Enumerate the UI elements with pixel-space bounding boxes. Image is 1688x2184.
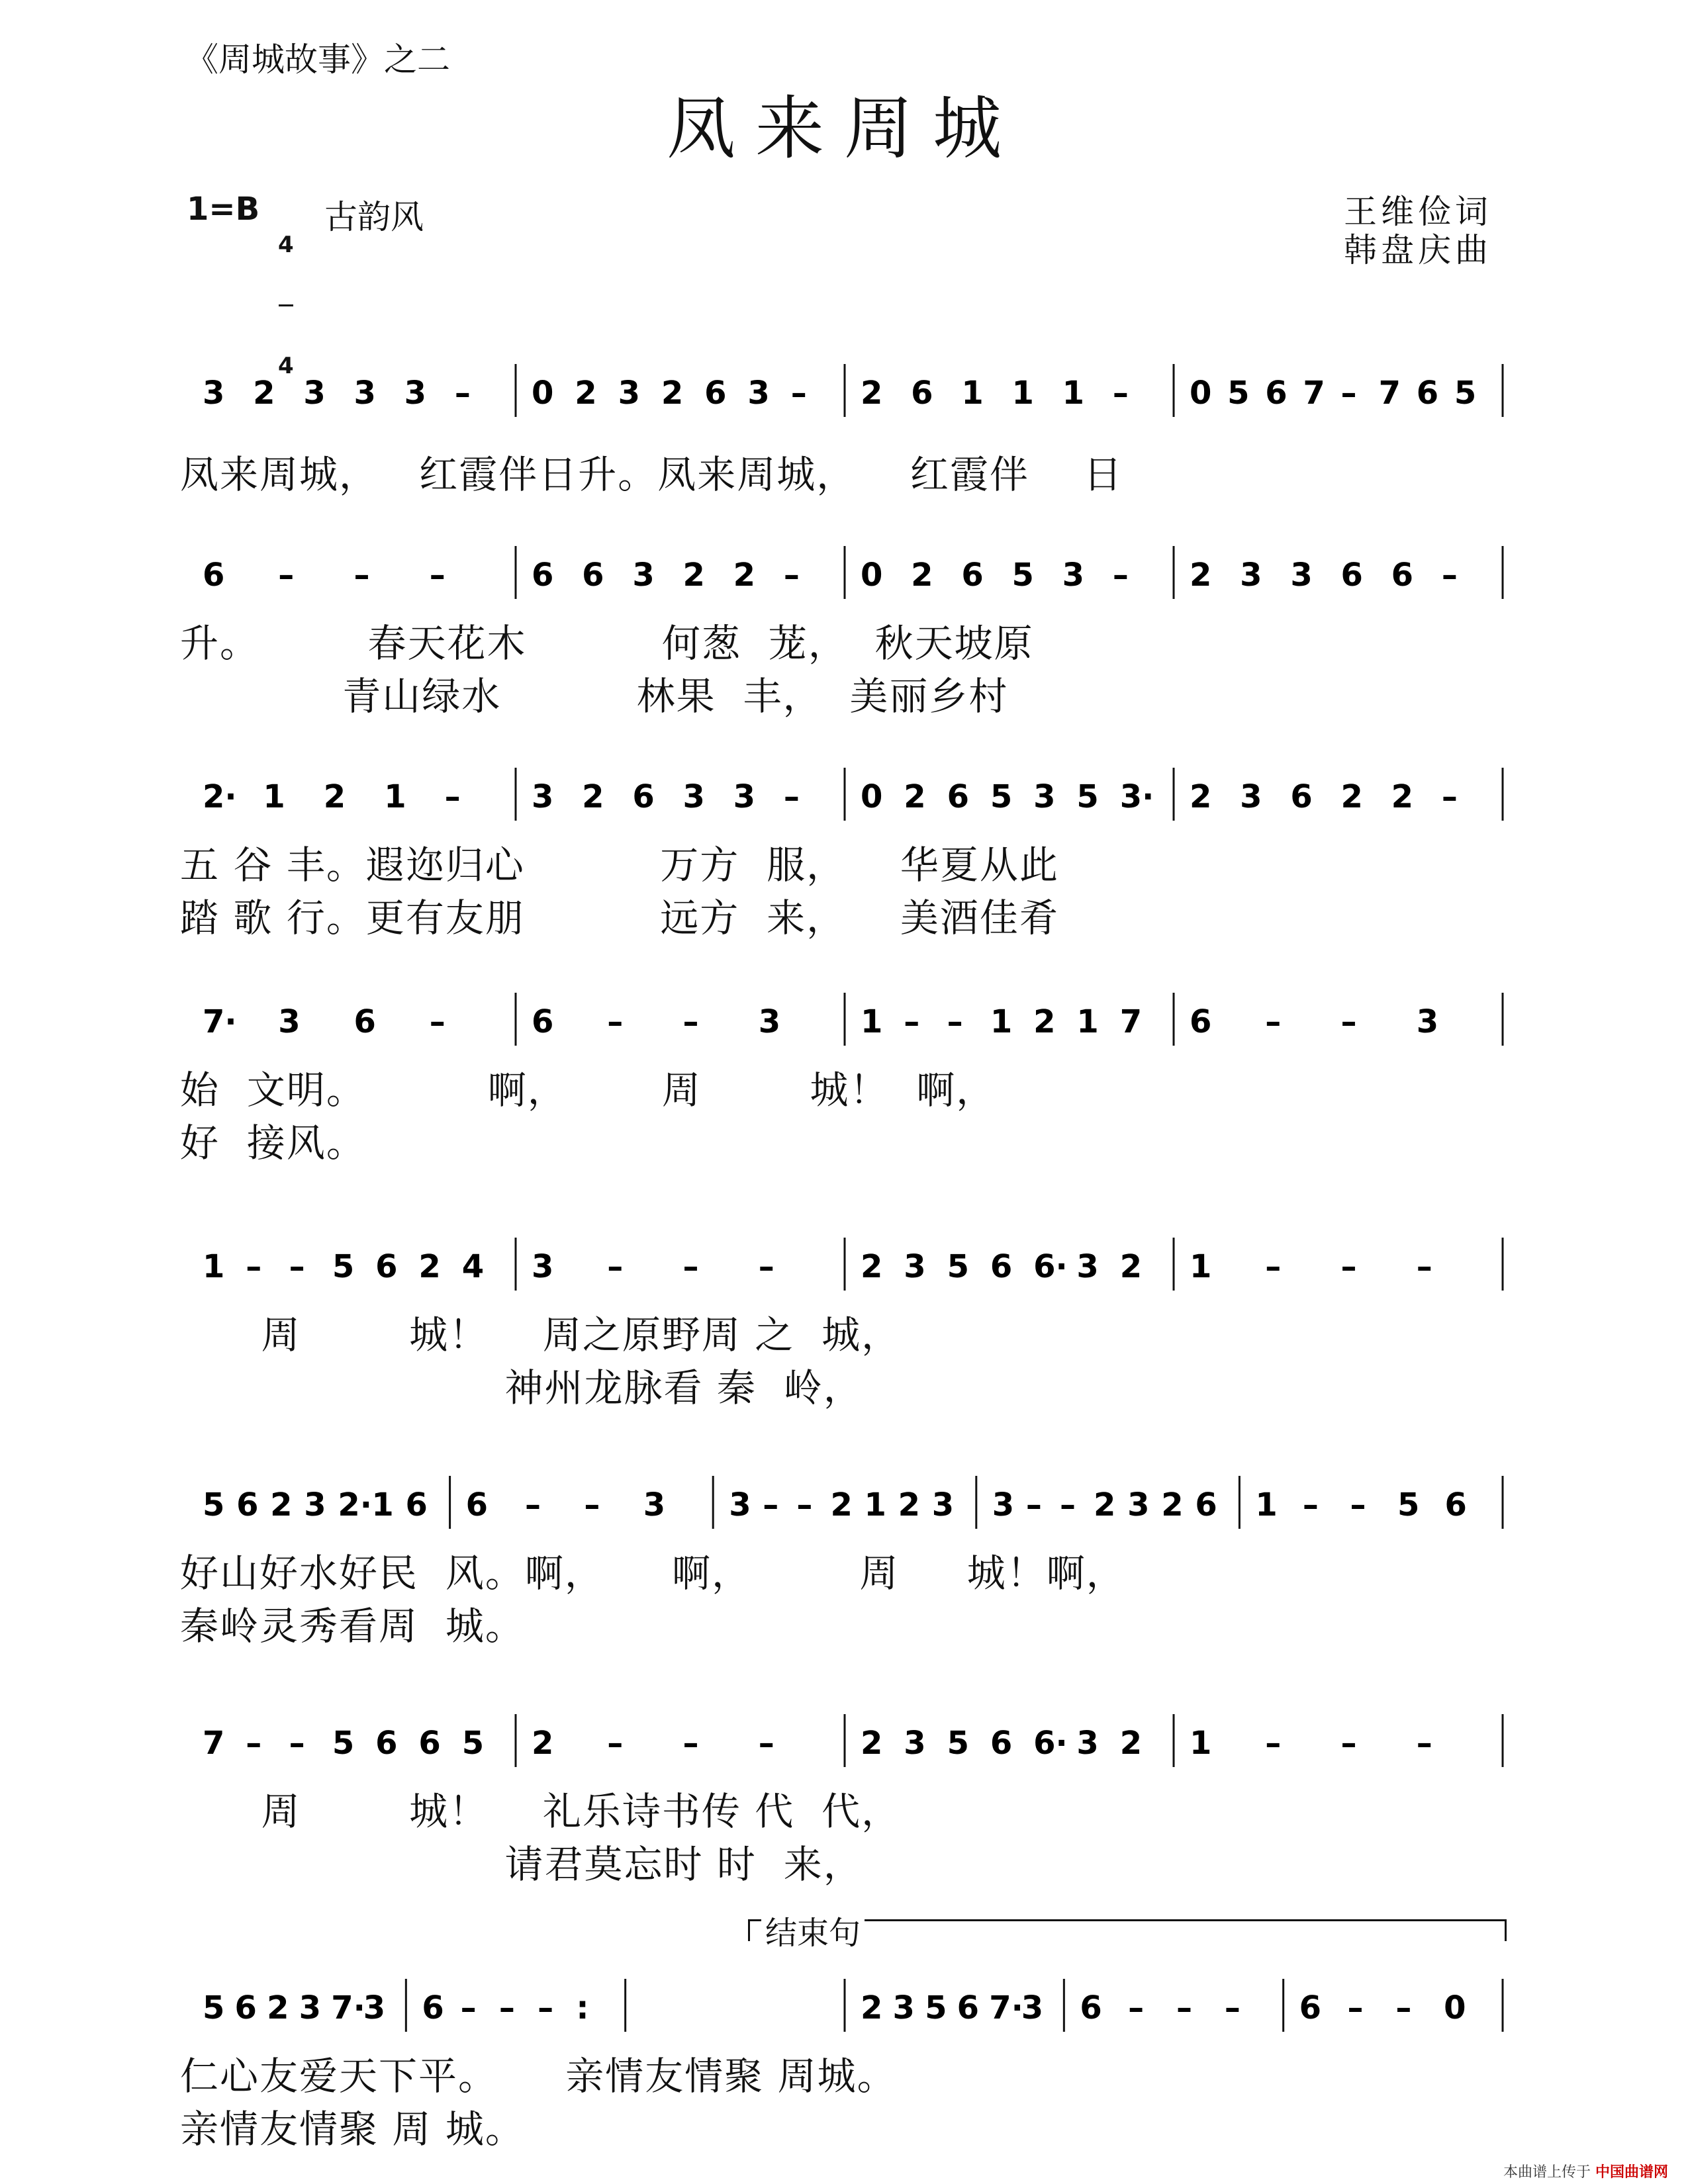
note: –	[783, 778, 800, 815]
note: 5	[203, 1486, 225, 1524]
note: 3	[299, 1989, 322, 2026]
note: –	[796, 1486, 813, 1524]
note: 2	[1190, 778, 1212, 815]
note: 3	[1076, 1725, 1099, 1762]
note: 3	[643, 1486, 666, 1524]
note: 6	[1391, 557, 1414, 594]
note: 1	[864, 1486, 886, 1524]
notation-row-2	[0, 526, 1688, 606]
note: 3	[904, 1725, 926, 1762]
note: –	[525, 1486, 541, 1524]
note: 2	[1391, 778, 1414, 815]
note: 6	[353, 1003, 376, 1040]
note: 7	[1378, 375, 1401, 412]
note: 6	[990, 1248, 1013, 1285]
lyric-line: 好山好水好民 风。啊， 啊， 周 城！啊，	[180, 1551, 1126, 1596]
note: 2	[323, 778, 346, 815]
note: 5	[1397, 1486, 1420, 1524]
note: 3	[353, 375, 376, 412]
series-label: 《周城故事》之二	[185, 40, 450, 79]
time-denominator: 4	[278, 353, 294, 379]
note: 3	[1076, 1248, 1099, 1285]
note: 3	[632, 557, 655, 594]
note: –	[353, 557, 370, 594]
note: 3	[532, 778, 554, 815]
notation-row-5	[0, 1218, 1688, 1297]
note: –	[790, 375, 807, 412]
note: 3	[1062, 557, 1085, 594]
note: 1	[384, 778, 406, 815]
note: 6	[947, 778, 969, 815]
page-title: 凤来周城	[666, 88, 1021, 169]
note: 3	[404, 375, 427, 412]
note: 1	[1011, 375, 1034, 412]
notation-row-6	[0, 1456, 1688, 1535]
note: 1	[1190, 1248, 1212, 1285]
key-signature: 1=B	[187, 191, 260, 228]
note: –	[1416, 1725, 1432, 1762]
note: –	[460, 1989, 477, 2026]
note: 6	[582, 557, 604, 594]
note: 1	[203, 1248, 225, 1285]
note: 3	[532, 1248, 554, 1285]
style-marking: 古韵风	[324, 198, 424, 236]
note: 3	[303, 375, 326, 412]
note: –	[1340, 1003, 1357, 1040]
note: –	[429, 1003, 445, 1040]
note: 3	[992, 1486, 1015, 1524]
note: 2	[1094, 1486, 1116, 1524]
note: 0	[532, 375, 554, 412]
note: 5	[1076, 778, 1099, 815]
note: –	[1265, 1248, 1282, 1285]
note: 2	[830, 1486, 853, 1524]
note: 6	[418, 1725, 441, 1762]
note: 7	[1119, 1003, 1143, 1040]
note: 1	[1076, 1003, 1099, 1040]
note: 5	[332, 1248, 355, 1285]
note: –	[289, 1248, 305, 1285]
note: 6	[532, 1003, 554, 1040]
note: 2	[1340, 778, 1363, 815]
footer-site: 中国曲谱网	[1595, 2164, 1668, 2181]
note: 1	[1190, 1725, 1212, 1762]
note: –	[607, 1248, 624, 1285]
note: 3	[278, 1003, 301, 1040]
note: 6	[704, 375, 727, 412]
note: 6	[961, 557, 984, 594]
note: 1	[263, 778, 285, 815]
note: 2	[270, 1486, 293, 1524]
note: 6·	[1033, 1725, 1068, 1762]
note: 2	[682, 557, 705, 594]
note: 6	[1416, 375, 1439, 412]
note: 2·	[203, 778, 237, 815]
note: –	[1265, 1725, 1282, 1762]
note: –	[1340, 1248, 1357, 1285]
note: 5	[925, 1989, 947, 2026]
note: 2	[1190, 557, 1212, 594]
note: 5	[1011, 557, 1034, 594]
note: –	[429, 557, 445, 594]
note: 4	[461, 1248, 485, 1285]
note: 1	[961, 375, 984, 412]
note: 3	[1127, 1486, 1150, 1524]
note: 2	[733, 557, 756, 594]
note: 2	[904, 778, 926, 815]
note: 6	[465, 1486, 489, 1524]
note: –	[538, 1989, 554, 2026]
note: 5	[1227, 375, 1250, 412]
note: –	[783, 557, 800, 594]
time-numerator: 4	[278, 232, 294, 258]
note: 5	[203, 1989, 225, 2026]
note: 6	[1190, 1003, 1212, 1040]
note: –	[246, 1725, 262, 1762]
note: –	[1340, 375, 1357, 412]
note: 3	[1021, 1989, 1044, 2026]
note: 0	[861, 557, 883, 594]
note: 6	[375, 1248, 398, 1285]
note: 2	[861, 375, 883, 412]
lyric-line: 周 城！ 礼乐诗书传 代 代，	[180, 1789, 902, 1834]
notation-row-3	[0, 748, 1688, 827]
note: 3	[733, 778, 756, 815]
note: –	[758, 1248, 774, 1285]
note: 6	[957, 1989, 980, 2026]
note: 6	[1299, 1989, 1322, 2026]
note: –	[444, 778, 461, 815]
lyric-line: 请君莫忘时 时 来，	[180, 1842, 863, 1887]
notation-row-8	[0, 1959, 1688, 2038]
note: –	[1347, 1989, 1364, 2026]
note: 3	[1416, 1003, 1439, 1040]
note: –	[1395, 1989, 1412, 2026]
note: –	[1128, 1989, 1145, 2026]
lyric-line: 秦岭灵秀看周 城。	[180, 1604, 525, 1649]
lyric-line: 亲情友情聚 周 城。	[180, 2107, 525, 2152]
note: 3·	[1119, 778, 1154, 815]
note: –	[682, 1725, 699, 1762]
note: 2	[1119, 1248, 1143, 1285]
note: –	[682, 1248, 699, 1285]
note: 3	[1290, 557, 1313, 594]
note: 6	[203, 557, 225, 594]
lyric-line: 好 接风。	[180, 1120, 366, 1165]
note: 2·	[338, 1486, 372, 1524]
note: 7	[1303, 375, 1325, 412]
note: –	[1112, 375, 1129, 412]
note: –	[246, 1248, 262, 1285]
notation-row-4	[0, 973, 1688, 1052]
note: –	[1302, 1486, 1319, 1524]
note: 6	[236, 1486, 259, 1524]
note: –	[682, 1003, 699, 1040]
note: 1	[1255, 1486, 1278, 1524]
lyric-line: 五 谷 丰。遐迩归心 万方 服， 华夏从此	[180, 842, 1059, 887]
note: 0	[861, 778, 883, 815]
note: 5	[332, 1725, 355, 1762]
note: 2	[861, 1989, 883, 2026]
note: 1	[861, 1003, 883, 1040]
note: 7	[203, 1725, 225, 1762]
lyric-line: 升。 春天花木 何葱 茏， 秋天坡原	[180, 621, 1034, 666]
note: 6	[375, 1725, 398, 1762]
lyric-line: 周 城！ 周之原野周 之 城，	[180, 1312, 902, 1357]
note: 3	[1240, 557, 1262, 594]
note: –	[1340, 1725, 1357, 1762]
note: 3	[758, 1003, 781, 1040]
lyricist-credit: 王维俭词	[1344, 193, 1492, 231]
note: :	[576, 1989, 589, 2026]
note: –	[1059, 1486, 1076, 1524]
note: 1	[990, 1003, 1013, 1040]
note: –	[454, 375, 471, 412]
note: 1	[371, 1486, 394, 1524]
note: 6	[632, 778, 655, 815]
note: 3	[931, 1486, 955, 1524]
note: 7·	[331, 1989, 365, 2026]
note: 2	[911, 557, 933, 594]
note: –	[584, 1486, 600, 1524]
note: –	[1416, 1248, 1432, 1285]
note: 2	[1119, 1725, 1143, 1762]
note: –	[947, 1003, 963, 1040]
footer-text: 本曲谱上传于	[1503, 2164, 1591, 2181]
note: 6	[422, 1989, 444, 2026]
lyric-line: 青山绿水 林果 丰， 美丽乡村	[180, 674, 1009, 719]
note: –	[1441, 778, 1458, 815]
note: 6	[1340, 557, 1363, 594]
note: 7·	[989, 1989, 1023, 2026]
note: 6	[1290, 778, 1313, 815]
note: –	[1350, 1486, 1366, 1524]
note: 6	[532, 557, 554, 594]
lyric-line: 神州龙脉看 秦 岭，	[180, 1365, 863, 1410]
note: –	[1112, 557, 1129, 594]
note: 5	[947, 1725, 969, 1762]
note: 2	[1033, 1003, 1056, 1040]
lyric-line: 仁心友爱天下平。 亲情友情聚 周城。	[180, 2054, 897, 2099]
note: 6	[1080, 1989, 1102, 2026]
notation-row-1	[0, 344, 1688, 424]
note: 3	[304, 1486, 326, 1524]
note: –	[289, 1725, 305, 1762]
ending-label: 结束句	[761, 1907, 865, 1953]
note: –	[1224, 1989, 1241, 2026]
note: –	[1441, 557, 1458, 594]
note: 2	[575, 375, 597, 412]
note: 6	[1195, 1486, 1217, 1524]
fraction-line	[279, 304, 293, 306]
note: 0	[1190, 375, 1212, 412]
note: –	[278, 557, 295, 594]
notation-row-7	[0, 1694, 1688, 1774]
note: 6	[1444, 1486, 1467, 1524]
note: 6	[1265, 375, 1288, 412]
note: 2	[861, 1248, 883, 1285]
note: 6·	[1033, 1248, 1068, 1285]
note: 2	[898, 1486, 921, 1524]
lyric-line: 凤来周城， 红霞伴日升。凤来周城， 红霞伴 日	[180, 452, 1123, 497]
note: 2	[1161, 1486, 1184, 1524]
note: –	[1176, 1989, 1192, 2026]
note: 2	[253, 375, 275, 412]
note: 5	[461, 1725, 485, 1762]
note: 6	[234, 1989, 257, 2026]
note: 3	[729, 1486, 751, 1524]
note: 2	[661, 375, 684, 412]
note: 3	[1033, 778, 1056, 815]
note: 3	[904, 1248, 926, 1285]
lyric-line: 始 文明。 啊， 周 城！ 啊，	[180, 1068, 996, 1113]
note: –	[498, 1989, 515, 2026]
note: 7·	[203, 1003, 237, 1040]
lyric-line: 踏 歌 行。更有友朋 远方 来， 美酒佳肴	[180, 895, 1059, 940]
note: –	[607, 1725, 624, 1762]
note: 5	[990, 778, 1013, 815]
note: 3	[747, 375, 770, 412]
note: 5	[1454, 375, 1477, 412]
note: 3	[682, 778, 705, 815]
note: 3	[203, 375, 225, 412]
note: 2	[532, 1725, 554, 1762]
note: 1	[1062, 375, 1085, 412]
note: 6	[990, 1725, 1013, 1762]
note: –	[1025, 1486, 1042, 1524]
note: 2	[582, 778, 604, 815]
note: 0	[1444, 1989, 1466, 2026]
note: 3	[363, 1989, 386, 2026]
note: 2	[267, 1989, 289, 2026]
note: –	[904, 1003, 920, 1040]
note: 6	[911, 375, 933, 412]
composer-credit: 韩盘庆曲	[1344, 231, 1492, 269]
note: –	[1265, 1003, 1282, 1040]
note: 3	[1240, 778, 1262, 815]
note: 3	[618, 375, 640, 412]
note: 6	[405, 1486, 428, 1524]
note: –	[763, 1486, 779, 1524]
note: –	[607, 1003, 624, 1040]
note: 2	[861, 1725, 883, 1762]
note: 2	[418, 1248, 441, 1285]
note: 5	[947, 1248, 969, 1285]
note: –	[758, 1725, 774, 1762]
note: 3	[892, 1989, 915, 2026]
upload-footer	[1503, 2161, 1668, 2181]
